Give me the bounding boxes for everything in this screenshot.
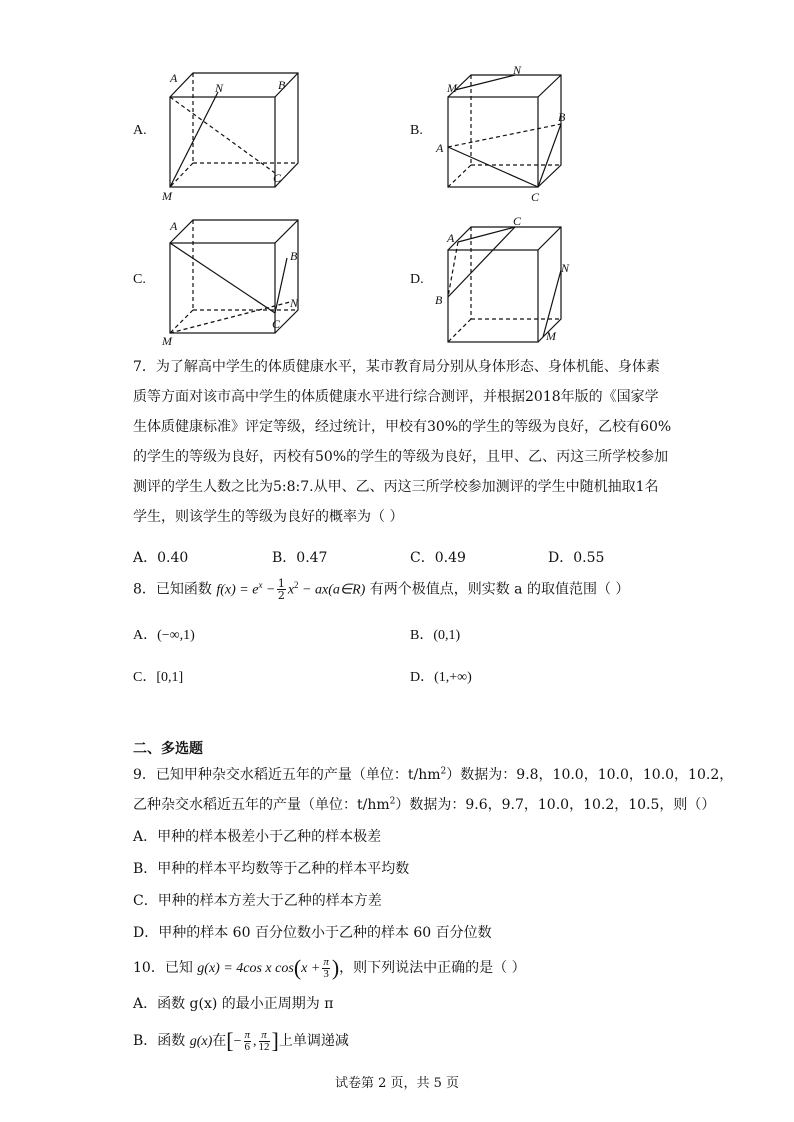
q8-fraction: $\frac{1}{2}$ [277, 577, 285, 602]
svg-text:C: C [272, 317, 281, 331]
svg-text:C: C [531, 190, 540, 204]
q8-choice-d[interactable]: D．(1,+∞) [410, 670, 472, 685]
figure-b-label: B. [410, 123, 423, 138]
svg-text:N: N [215, 81, 224, 95]
svg-text:N: N [290, 296, 299, 310]
cube-figure-a [160, 65, 300, 205]
q7-choice-d[interactable]: D．0.55 [548, 550, 605, 566]
question-10: 10．已知 g(x) = 4cos x cos(x + $\frac{\pi}{3}$ )，则下列说法中正确的是（ ） [133, 955, 526, 980]
q9-choice-c[interactable]: C．甲种的样本方差大于乙种的样本方差 [133, 893, 382, 909]
svg-text:A: A [436, 141, 444, 155]
figure-a-label: A. [133, 123, 147, 138]
q8-choice-a[interactable]: A．(−∞,1) [133, 628, 195, 643]
page-footer: 试卷第 2 页，共 5 页 [334, 1076, 460, 1091]
q7-line-4: 的学生的等级为良好，丙校有50%的学生的等级为良好，且甲、乙、丙这三所学校参加 [133, 449, 669, 465]
q7-choice-b[interactable]: B．0.47 [272, 550, 328, 566]
q8-choice-c[interactable]: C．[0,1] [133, 670, 184, 685]
q7-line-5: 测评的学生人数之比为5:8:7.从甲、乙、丙这三所学校参加测评的学生中随机抽取1名 [133, 479, 659, 495]
q9-line-2: 乙种杂交水稻近五年的产量（单位：$t/hm^2$）数据为：9.6，9.7，10.0，10.2，10.5，则（） [133, 796, 716, 813]
figure-d-label: D. [410, 272, 424, 287]
q7-choice-a[interactable]: A．0.40 [133, 550, 189, 566]
svg-text:A: A [170, 71, 178, 85]
q7-choice-c[interactable]: C．0.49 [410, 550, 466, 566]
q9-choice-b[interactable]: B．甲种的样本平均数等于乙种的样本平均数 [133, 861, 410, 877]
svg-text:B: B [290, 249, 298, 263]
svg-text:C: C [273, 171, 282, 185]
q9-choice-d[interactable]: D．甲种的样本 60 百分位数小于乙种的样本 60 百分位数 [133, 925, 492, 941]
svg-text:B: B [278, 78, 286, 92]
question-8: 8．已知函数 $f(x) = e^x$ − $\frac{1}{2}$ $x^2$ − ax(a∈R) 有两个极值点，则实数 a 的取值范围（ ） [133, 577, 630, 602]
figure-c-label: C. [133, 272, 146, 287]
svg-text:N: N [561, 261, 570, 275]
svg-text:M: M [447, 81, 457, 95]
svg-text:C: C [513, 214, 522, 228]
q10-choice-a[interactable]: A．函数 g(x) 的最小正周期为 π [133, 996, 334, 1012]
q7-line-6: 学生，则该学生的等级为良好的概率为（ ） [133, 509, 404, 525]
svg-text:A: A [170, 219, 178, 233]
section-title-multiple-choice: 二、多选题 [133, 741, 203, 757]
svg-text:A: A [447, 231, 455, 245]
cube-figure-d [433, 212, 573, 347]
svg-text:M: M [162, 334, 172, 348]
q9-line-1: 9．已知甲种杂交水稻近五年的产量（单位：$t/hm^2$）数据为：9.8，10.0，10.0，10.0，10.2， [133, 766, 734, 783]
cube-figure-b [433, 62, 573, 204]
q7-line-3: 生体质健康标准》评定等级，经过统计，甲校有30%的学生的等级为良好，乙校有60% [133, 419, 672, 435]
q10-choice-b[interactable]: B．函数 g(x)在[− $\frac{\pi}{6}$ , $\frac{\pi}{12}$ ]上单调递减 [133, 1028, 349, 1053]
svg-text:B: B [558, 110, 566, 124]
q9-choice-a[interactable]: A．甲种的样本极差小于乙种的样本极差 [133, 829, 382, 845]
svg-text:B: B [435, 293, 443, 307]
q7-line-2: 质等方面对该市高中学生的体质健康水平进行综合测评，并根据2018年版的《国家学 [133, 389, 659, 405]
q7-line-1: 7．为了解高中学生的体质健康水平，某市教育局分别从身体形态、身体机能、身体素 [133, 359, 660, 375]
cube-figure-c [160, 210, 305, 348]
question-7 [133, 352, 671, 532]
svg-text:M: M [546, 329, 556, 343]
svg-text:M: M [162, 189, 172, 203]
q8-choice-b[interactable]: B．(0,1) [410, 628, 461, 643]
svg-text:N: N [513, 63, 522, 77]
